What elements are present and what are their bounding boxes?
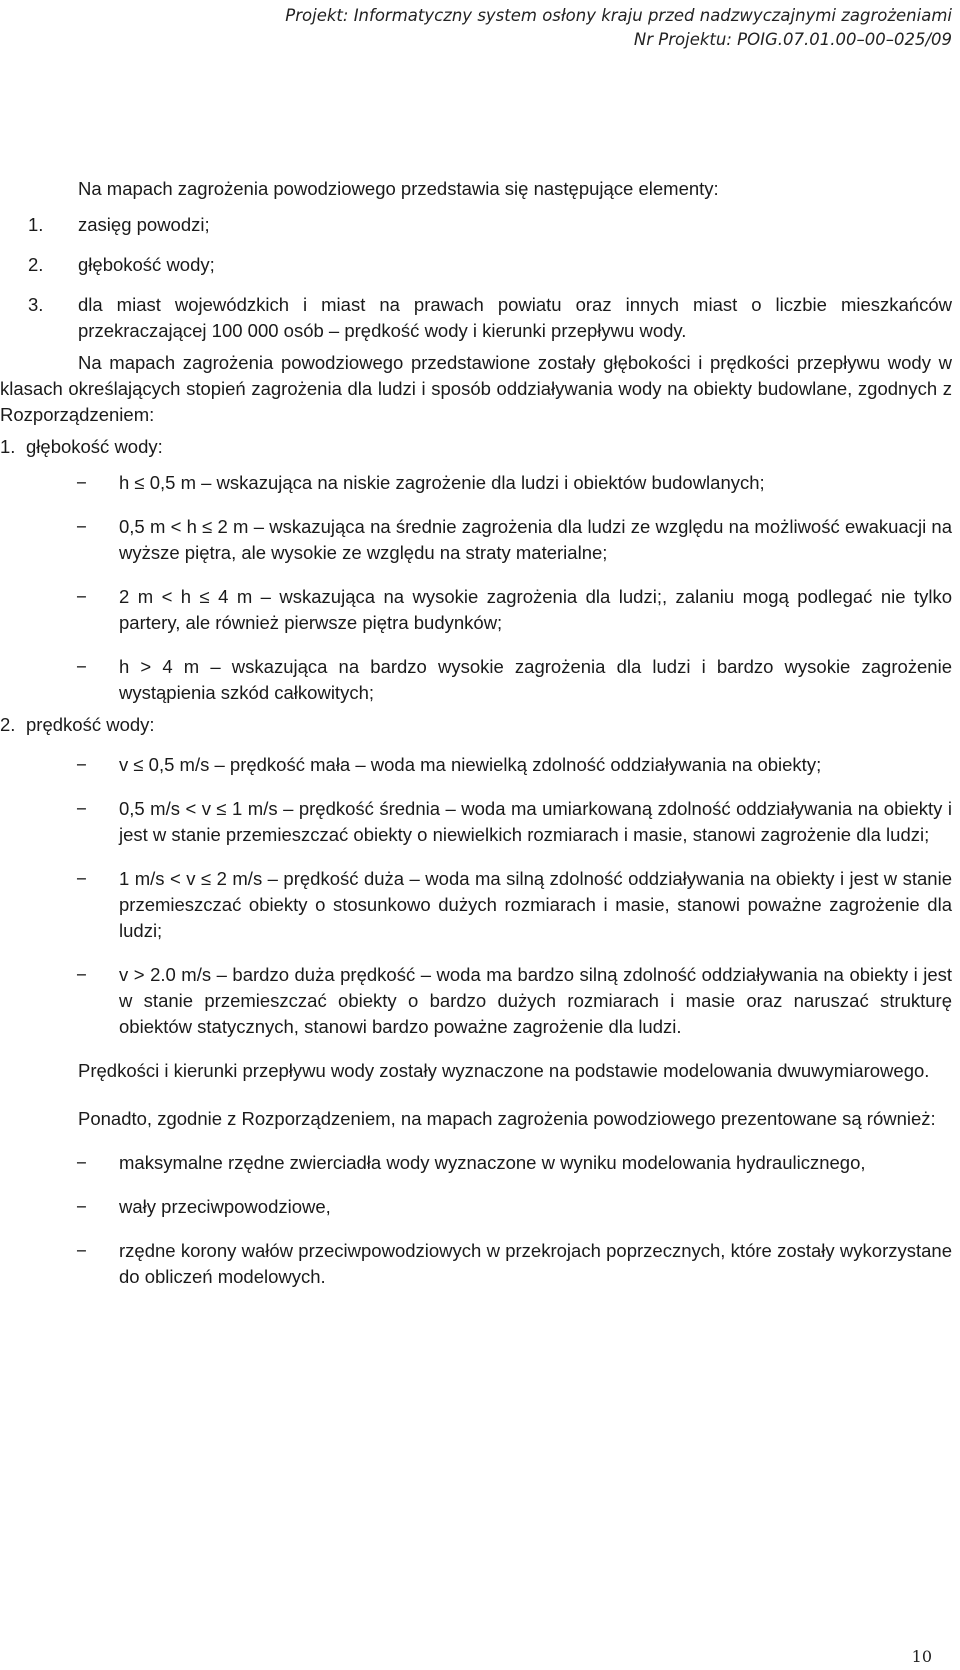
list-item-text: v > 2.0 m/s – bardzo duża prędkość – woda ma bardzo silną zdolność oddziaływania na obiekty i jest w stanie przemieszczać obiekty o bardzo dużych rozmiarach i masie oraz naruszać strukturę obiektów statycznych, stanowi bardzo poważne zagrożenie dla ludzi.	[119, 964, 952, 1037]
list-item-text: maksymalne rzędne zwierciadła wody wyznaczone w wyniku modelowania hydraulicznego,	[119, 1152, 866, 1173]
velocity-class-item	[0, 752, 952, 778]
section-number: 1.	[0, 436, 16, 457]
list-item-text: h ≤ 0,5 m – wskazująca na niskie zagrożenie dla ludzi i obiektów budowlanych;	[119, 472, 765, 493]
list-item	[0, 252, 952, 278]
dash-bullet: −	[76, 868, 87, 889]
also-item	[0, 1238, 952, 1290]
list-number: 3.	[28, 294, 44, 315]
also-paragraph: Ponadto, zgodnie z Rozporządzeniem, na mapach zagrożenia powodziowego prezentowane są również:	[78, 1108, 936, 1129]
dash-bullet: −	[76, 1152, 87, 1173]
classes-paragraph: Na mapach zagrożenia powodziowego przedstawione zostały głębokości i prędkości przepływu wody w klasach określających stopień zagrożenia dla ludzi i sposób oddziaływania wody na obiekty budowlane, zgodnych z Rozporządzeniem:	[0, 352, 952, 425]
section-heading: prędkość wody:	[26, 714, 155, 735]
list-item-text: 0,5 m/s < v ≤ 1 m/s – prędkość średnia – woda ma umiarkowaną zdolność oddziaływania na obiekty i jest w stanie przemieszczać obiekty o niewielkich rozmiarach i masie, stanowi zagrożenie dla ludzi;	[119, 798, 952, 845]
header-project-number: Nr Projektu: POIG.07.01.00–00–025/09	[633, 30, 952, 49]
dash-bullet: −	[76, 472, 87, 493]
depth-class-item	[0, 514, 952, 566]
dash-bullet: −	[76, 798, 87, 819]
list-item	[0, 292, 952, 344]
list-item-text: v ≤ 0,5 m/s – prędkość mała – woda ma niewielką zdolność oddziaływania na obiekty;	[119, 754, 822, 775]
list-item-text: h > 4 m – wskazująca na bardzo wysokie zagrożenia dla ludzi i bardzo wysokie zagrożenie wystąpienia szkód całkowitych;	[119, 656, 952, 703]
dash-bullet: −	[76, 656, 87, 677]
list-item	[0, 212, 952, 238]
dash-bullet: −	[76, 754, 87, 775]
dash-bullet: −	[76, 1196, 87, 1217]
velocity-heading	[0, 712, 952, 738]
intro-paragraph: Na mapach zagrożenia powodziowego przedstawia się następujące elementy:	[78, 178, 719, 199]
list-number: 1.	[28, 214, 44, 235]
list-item-text: głębokość wody;	[78, 254, 215, 275]
depth-class-item	[0, 654, 952, 706]
section-number: 2.	[0, 714, 16, 735]
velocity-class-item	[0, 866, 952, 944]
also-item	[0, 1150, 952, 1176]
dash-bullet: −	[76, 586, 87, 607]
section-heading: głębokość wody:	[26, 436, 163, 457]
dash-bullet: −	[76, 516, 87, 537]
velocity-class-item	[0, 962, 952, 1040]
list-item-text: dla miast wojewódzkich i miast na prawach powiatu oraz innych miast o liczbie mieszkańców przekraczającej 100 000 osób – prędkość wody i kierunki przepływu wody.	[78, 294, 952, 341]
list-item-text: 2 m < h ≤ 4 m – wskazująca na wysokie zagrożenia dla ludzi;, zalaniu mogą podlegać nie tylko partery, ale również pierwsze piętra budynków;	[119, 586, 952, 633]
list-item-text: 0,5 m < h ≤ 2 m – wskazująca na średnie zagrożenia dla ludzi ze względu na możliwość ewakuacji na wyższe piętra, ale wysokie ze względu na straty materialne;	[119, 516, 952, 563]
header-project-title: Projekt: Informatyczny system osłony kraju przed nadzwyczajnymi zagrożeniami	[285, 6, 952, 25]
also-item	[0, 1194, 952, 1220]
depth-heading	[0, 434, 952, 460]
dash-bullet: −	[76, 964, 87, 985]
list-item-text: wały przeciwpowodziowe,	[119, 1196, 331, 1217]
depth-class-item	[0, 470, 952, 496]
modeling-paragraph: Prędkości i kierunki przepływu wody zostały wyznaczone na podstawie modelowania dwuwymiarowego.	[78, 1060, 930, 1081]
dash-bullet: −	[76, 1240, 87, 1261]
list-item-text: zasięg powodzi;	[78, 214, 210, 235]
depth-class-item	[0, 584, 952, 636]
list-item-text: 1 m/s < v ≤ 2 m/s – prędkość duża – woda ma silną zdolność oddziaływania na obiekty i jest w stanie przemieszczać obiekty o stosunkowo dużych rozmiarach i masie, stanowi poważne zagrożenie dla ludzi;	[119, 868, 952, 941]
velocity-class-item	[0, 796, 952, 848]
page-header	[285, 4, 952, 52]
page-number: 10	[911, 1647, 932, 1666]
list-number: 2.	[28, 254, 44, 275]
list-item-text: rzędne korony wałów przeciwpowodziowych w przekrojach poprzecznych, które zostały wykorzystane do obliczeń modelowych.	[119, 1240, 952, 1287]
document-body	[0, 176, 952, 1290]
